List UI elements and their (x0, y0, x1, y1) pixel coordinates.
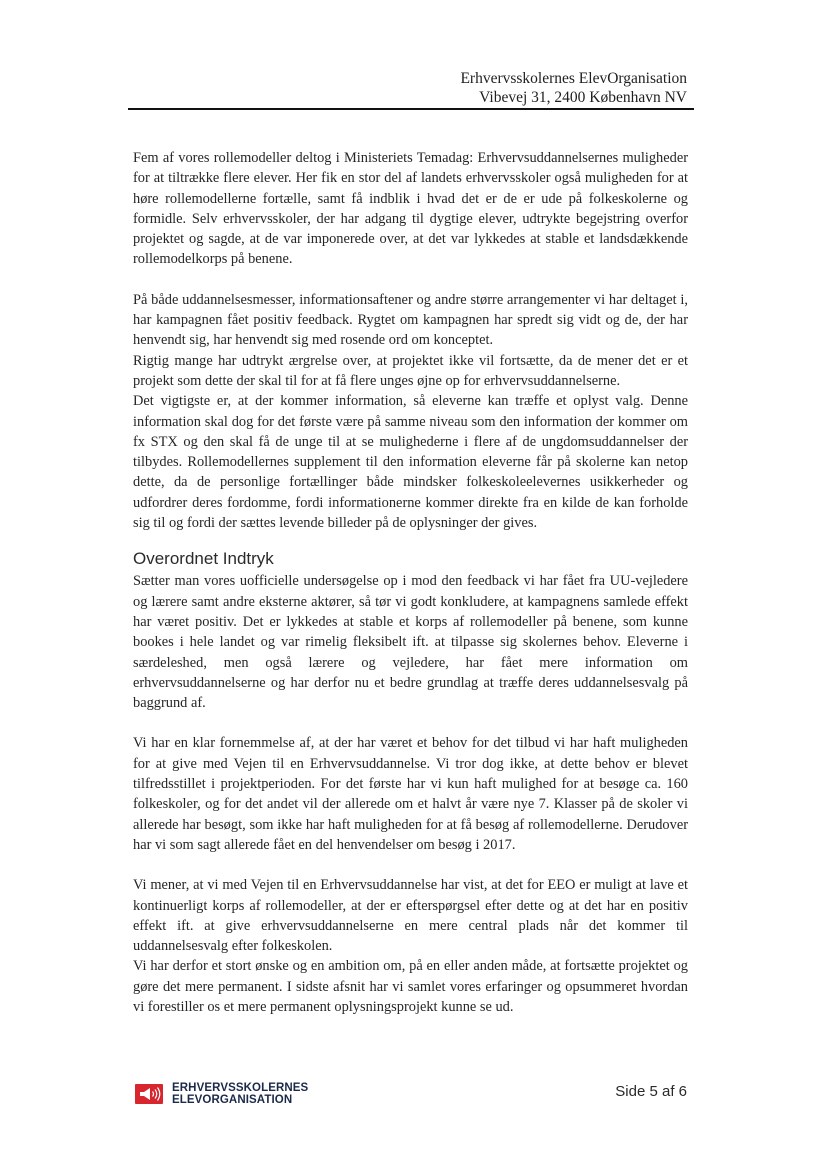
body-paragraph-2: På både uddannelsesmesser, informationsaftener og andre større arrangementer vi har deltaget i, har kampagnen fået positiv feedback. Rygtet om kampagnen har spredt sig vidt og de, der har henvendt sig, har henvendt sig med rosende ord om konceptet. (133, 291, 688, 349)
organisation-logo (135, 1082, 308, 1106)
body-paragraph-5: Sætter man vores uofficielle undersøgelse op i mod den feedback vi har fået fra UU-vejledere og lærere samt andre eksterne aktører, så tør vi godt konkludere, at kampagnens samlede effekt har været positiv. Det er lykkedes at stable et korps af rollemodeller på benene, som kunne bookes i hele landet og var rimelig fleksibelt ift. at tilpasse sig skolernes behov. Eleverne i særdeleshed, men også lærere og vejledere, har fået mere information om erhvervsuddannelserne og har derfor nu et bedre grundlag at træffe deres uddannelsesvalg på baggrund af. (133, 573, 688, 712)
header-address: Vibevej 31, 2400 København NV (479, 89, 687, 106)
logo-line-1: ERHVERVSSKOLERNES (172, 1082, 309, 1094)
logo-line-2: ELEVORGANISATION (172, 1094, 293, 1106)
document-body (133, 148, 688, 1017)
header-divider (128, 108, 694, 110)
page-number: Side 5 af 6 (615, 1083, 687, 1100)
logo-wordmark (172, 1082, 308, 1106)
body-paragraph-4: Det vigtigste er, at der kommer information, så eleverne kan træffe et oplyst valg. Denne information skal dog for det første være på samme niveau som den information der kommer om fx STX og den skal få de unge til at se mulighederne i flere af de ungdomsuddannelser der tilbydes. Rollemodellernes supplement til den information eleverne får på skolerne kan netop dette, da de personlige fortællinger både mindsker folkeskoleelevernes usikkerheder og udfordrer deres fordomme, fordi informationerne kommer direkte fra en kilde de kan forholde sig til og fordi der sættes levende billeder på de oplysninger der gives. (133, 393, 688, 532)
megaphone-icon (135, 1083, 169, 1105)
body-paragraph-8: Vi har derfor et stort ønske og en ambition om, på en eller anden måde, at fortsætte projektet og gøre det mere permanent. I sidste afsnit har vi samlet vores erfaringer og opsummeret hvordan vi forestiller os et mere permanent oplysningsprojekt kunne se ud. (133, 958, 688, 1015)
body-paragraph-1: Fem af vores rollemodeller deltog i Ministeriets Temadag: Erhvervsuddannelsernes muligheder for at tiltrække flere elever. Her fik en stor del af landets erhvervsskoler også muligheden for at høre rollemodellerne fortælle, samt få indblik i hvad det er de er ude på folkeskolerne og formidle. Selv erhvervsskoler, der har adgang til dygtige elever, udtrykte begejstring overfor projektet og sagde, at de var imponerede over, at det var lykkedes at stable et landsdækkende rollemodelkorps på benene. (133, 150, 688, 268)
section-heading: Overordnet Indtryk (133, 549, 274, 569)
body-paragraph-7: Vi mener, at vi med Vejen til en Erhvervsuddannelse har vist, at det for EEO er muligt at lave et kontinuerligt korps af rollemodeller, at der er efterspørgsel efter dette og at det har en positiv effekt ift. at give erhvervsuddannelserne en mere central plads når det kommer til uddannelsesvalg efter folkeskolen. (133, 877, 688, 955)
body-paragraph-6: Vi har en klar fornemmelse af, at der har været et behov for det tilbud vi har haft muligheden for at give med Vejen til en Erhvervsuddannelse. Vi tror dog ikke, at dette behov er blevet tilfredsstillet i projektperioden. For det første har vi kun haft mulighed for at besøge ca. 160 folkeskoler, og for det andet vil der allerede om et halvt år være nye 7. Klasser på de skoler vi allerede har besøgt, som ikke har haft muligheden for at få besøg af rollemodellerne. Derudover har vi som sagt allerede fået en del henvendelser om besøg i 2017. (133, 735, 688, 853)
header-org-name: Erhvervsskolernes ElevOrganisation (460, 70, 687, 87)
document-header (460, 69, 687, 107)
body-paragraph-3: Rigtig mange har udtrykt ærgrelse over, at projektet ikke vil fortsætte, da de mener det er et projekt som dette der skal til for at få flere unges øjne op for erhvervsuddannelserne. (133, 352, 688, 389)
